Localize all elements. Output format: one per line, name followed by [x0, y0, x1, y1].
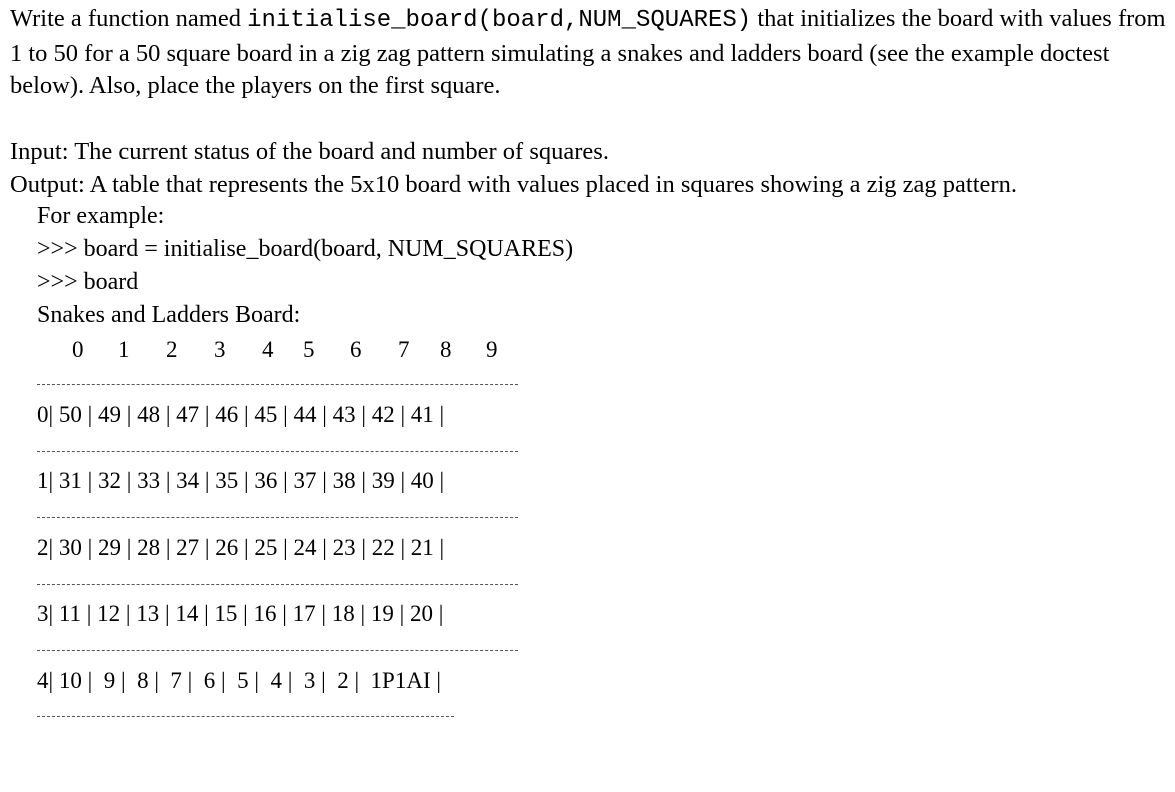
column-header: 1 — [118, 337, 130, 362]
board-row-text: 1| 31 | 32 | 33 | 34 | 35 | 36 | 37 | 38 | 39 | 40 | — [37, 468, 445, 493]
input-output-spec — [10, 135, 1170, 201]
column-header: 7 — [398, 337, 410, 362]
function-signature: initialise_board(board,NUM_SQUARES) — [247, 7, 752, 34]
board-row — [37, 466, 444, 496]
doctest-call-line: >>> board = initialise_board(board, NUM_SQUARES) — [37, 236, 574, 262]
for-example-label: For example: — [37, 203, 165, 229]
column-header: 6 — [350, 337, 362, 362]
row-separator — [37, 716, 454, 717]
input-description: Input: The current status of the board and number of squares. — [10, 138, 609, 165]
row-separator — [37, 650, 518, 651]
board-row — [37, 666, 441, 696]
description-text-end: that initializes the board with values from 1 to 50 for a 50 square board in a zig zag pattern simulating a snakes and ladders board (see the example doctest below). Also, place the players on the first square. — [10, 5, 1166, 99]
doctest-example — [37, 200, 573, 332]
output-description: Output: A table that represents the 5x10 board with values placed in squares showing a zig zag pattern. — [10, 171, 1017, 198]
column-header: 3 — [214, 337, 226, 362]
column-header: 4 — [262, 337, 274, 362]
column-header: 9 — [486, 337, 498, 362]
description-text-start: Write a function named — [10, 5, 248, 32]
board-row-text: 2| 30 | 29 | 28 | 27 | 26 | 25 | 24 | 23 | 22 | 21 | — [37, 535, 445, 560]
board-row — [37, 599, 443, 629]
row-separator — [37, 384, 518, 385]
board-title: Snakes and Ladders Board: — [37, 302, 301, 328]
column-header: 8 — [440, 337, 452, 362]
column-header: 5 — [303, 337, 315, 362]
row-separator — [37, 451, 518, 452]
board-row-text: 0| 50 | 49 | 48 | 47 | 46 | 45 | 44 | 43 | 42 | 41 | — [37, 402, 445, 427]
board-row-text: 4| 10 | 9 | 8 | 7 | 6 | 5 | 4 | 3 | 2 | 1P1AI | — [37, 668, 441, 693]
doctest-show-line: >>> board — [37, 269, 139, 295]
column-header: 0 — [72, 337, 84, 362]
row-separator — [37, 517, 518, 518]
board-row — [37, 533, 444, 563]
problem-description — [10, 3, 1170, 103]
row-separator — [37, 584, 518, 585]
board-row-text: 3| 11 | 12 | 13 | 14 | 15 | 16 | 17 | 18 | 19 | 20 | — [37, 601, 444, 626]
board-row — [37, 400, 444, 430]
column-header: 2 — [166, 337, 178, 362]
